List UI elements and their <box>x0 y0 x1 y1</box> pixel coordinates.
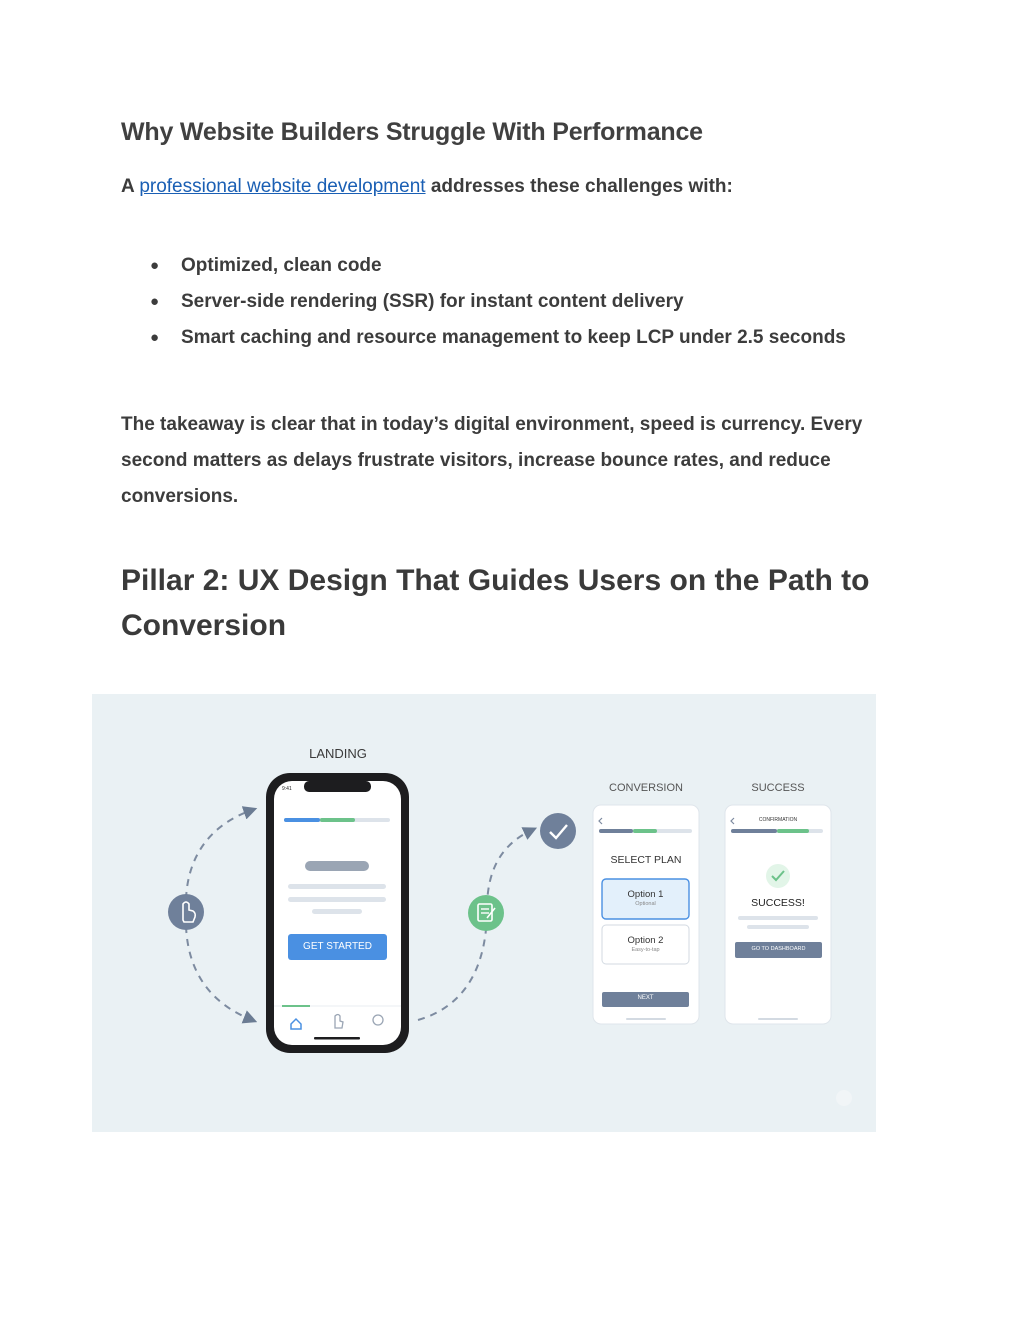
phone-time: 9:41 <box>282 786 292 792</box>
success-text: SUCCESS! <box>751 897 805 909</box>
takeaway-paragraph: The takeaway is clear that in today’s digital environment, speed is currency. Every second matters as delays frustrate visitors, increase bounce rates, and reduce conversions. <box>121 414 863 507</box>
flow-arrow-up-left <box>186 810 252 899</box>
confirmation-header: CONFIRMATION <box>758 817 798 823</box>
intro-rest: addresses these challenges with: <box>430 176 733 197</box>
intro-paragraph <box>121 176 733 198</box>
list-item-text: Smart caching and resource management to keep LCP under 2.5 seconds <box>181 327 846 348</box>
get-started-button[interactable]: GET STARTED <box>303 941 372 952</box>
check-circle-icon <box>540 813 576 849</box>
success-screen <box>725 805 831 1024</box>
flow-diagram <box>92 694 876 1132</box>
conversion-label: CONVERSION <box>609 782 683 794</box>
success-label: SUCCESS <box>751 782 805 794</box>
professional-website-development-link[interactable]: professional website development <box>139 176 426 197</box>
benefits-list <box>150 252 846 360</box>
bullet-icon: ● <box>150 329 160 346</box>
pillar-heading: Pillar 2: UX Design That Guides Users on the Path to Conversion <box>121 564 870 642</box>
option-1-title[interactable]: Option 1 <box>627 889 664 900</box>
list-item-text: Optimized, clean code <box>181 255 382 276</box>
option-2-title[interactable]: Option 2 <box>627 935 664 946</box>
section-heading: Why Website Builders Struggle With Performance <box>121 118 703 146</box>
option-2-subtitle: Easy-to-tap <box>631 947 660 953</box>
option-1-subtitle: Optional <box>635 901 656 907</box>
flow-arrow-down-left <box>186 926 252 1020</box>
select-plan-title: SELECT PLAN <box>610 854 682 866</box>
list-item <box>150 288 846 324</box>
landing-label: LANDING <box>309 746 367 761</box>
bullet-icon: ● <box>150 257 160 274</box>
landing-phone <box>266 773 409 1053</box>
list-item <box>150 324 846 360</box>
ux-flow-illustration <box>92 694 876 1132</box>
conversion-screen <box>593 805 699 1024</box>
watermark-icon <box>836 1090 852 1106</box>
list-item-text: Server-side rendering (SSR) for instant content delivery <box>181 291 684 312</box>
intro-lead: A <box>121 176 135 197</box>
next-button[interactable]: NEXT <box>637 995 654 1001</box>
list-item <box>150 252 846 288</box>
bullet-icon: ● <box>150 293 160 310</box>
form-icon <box>468 895 504 931</box>
success-check-icon <box>766 864 790 888</box>
go-to-dashboard-button[interactable]: GO TO DASHBOARD <box>751 946 806 952</box>
tap-icon <box>168 894 204 930</box>
